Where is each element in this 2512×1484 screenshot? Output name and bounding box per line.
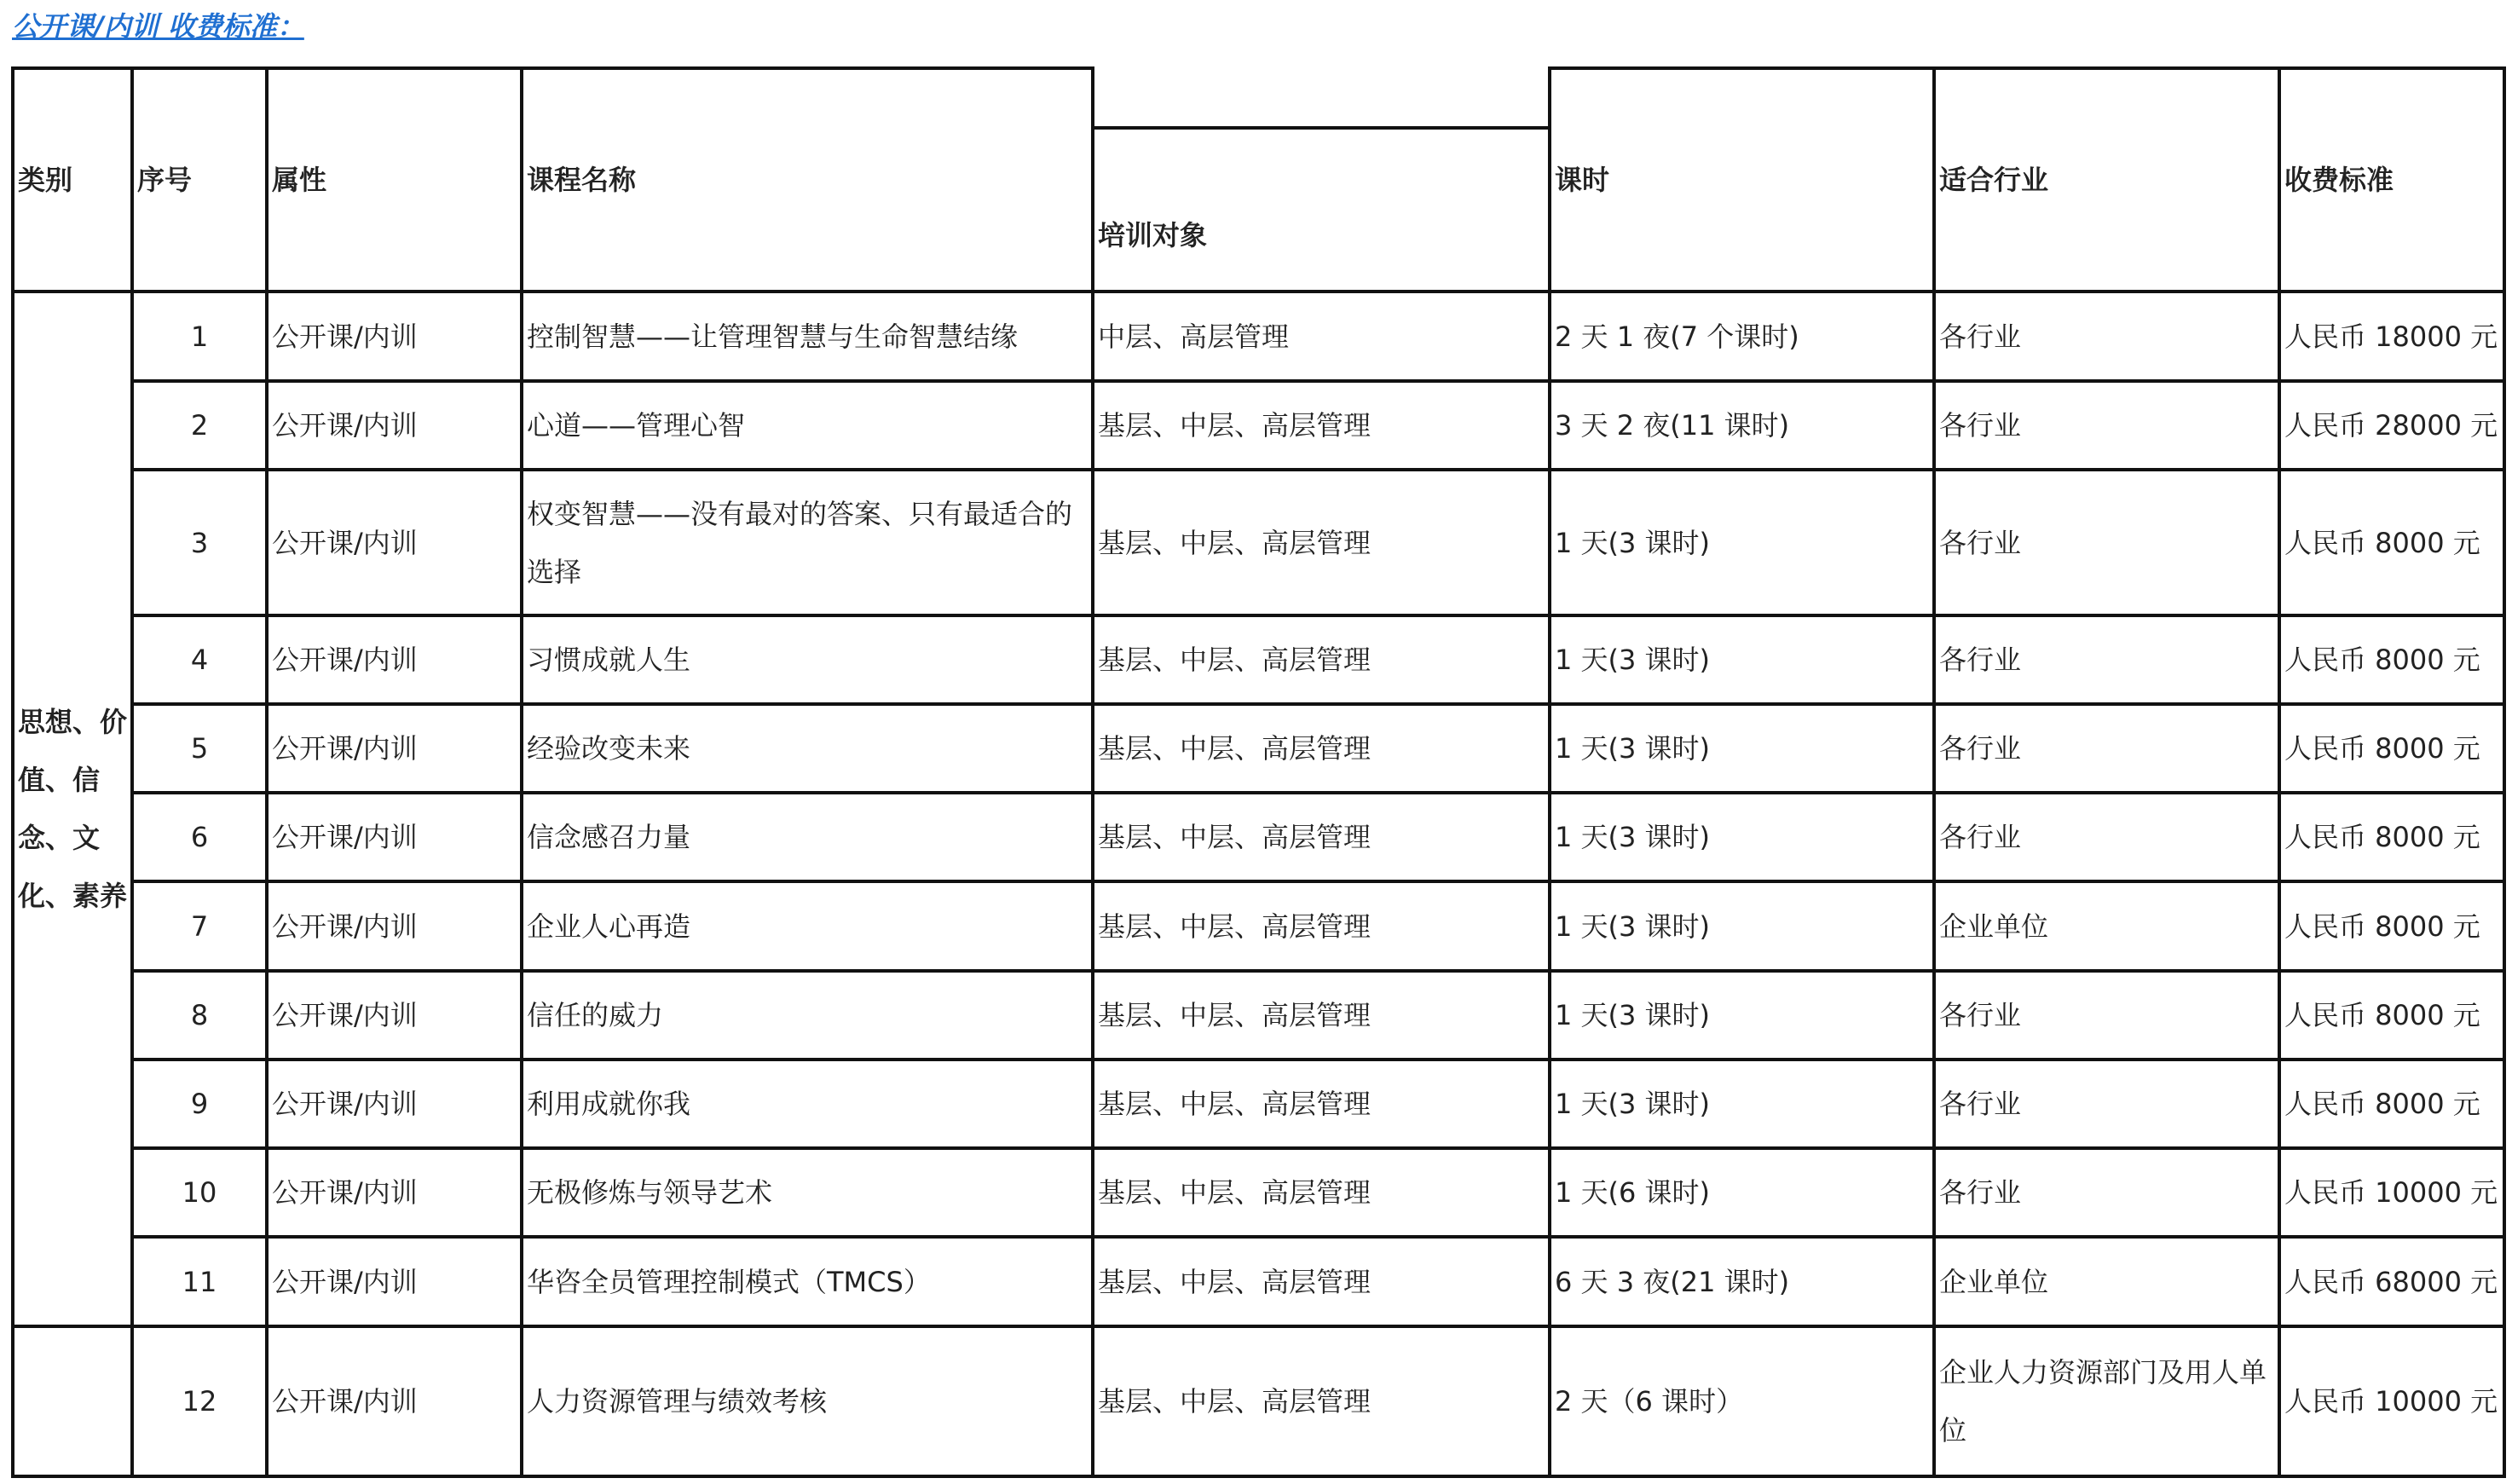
row-industry: 各行业 [1939,320,2022,353]
row-audience: 基层、中层、高层管理 [1098,1265,1371,1298]
row-audience: 基层、中层、高层管理 [1098,999,1371,1031]
row-index: 4 [190,644,209,676]
row-index: 5 [190,732,209,765]
row-index: 7 [190,909,209,943]
row-hours: 1 天(3 课时) [1555,732,1711,765]
row-index: 6 [190,821,209,853]
row-hours: 1 天(3 课时) [1555,1088,1711,1120]
header-hours: 课时 [1555,164,1610,196]
row-course-name: 信任的威力 [527,999,664,1031]
row-hours: 1 天(3 课时) [1555,821,1711,853]
row-attribute: 公开课/内训 [272,732,418,765]
row-industry: 各行业 [1939,409,2022,442]
row-attribute: 公开课/内训 [272,1176,418,1209]
row-hours: 6 天 3 夜(21 课时) [1555,1265,1790,1298]
row-hours: 1 天(3 课时) [1555,999,1711,1031]
row-course-name: 企业人心再造 [527,909,691,943]
row-hours: 1 天(3 课时) [1555,909,1711,943]
row-fee: 人民币 68000 元 [2284,1265,2498,1298]
row-hours: 2 天（6 课时） [1555,1385,1744,1418]
row-index: 9 [190,1088,209,1120]
row-fee: 人民币 10000 元 [2284,1176,2498,1209]
row-industry: 各行业 [1939,1088,2022,1120]
row-fee: 人民币 28000 元 [2284,409,2498,442]
row-industry: 各行业 [1939,644,2022,676]
row-fee: 人民币 8000 元 [2284,1088,2480,1120]
row-audience: 中层、高层管理 [1098,320,1290,353]
row-attribute: 公开课/内训 [272,1088,418,1120]
row-index: 8 [190,999,209,1031]
row-course-name: 心道——管理心智 [527,409,746,442]
row-index: 3 [190,526,209,559]
row-industry: 企业单位 [1939,909,2049,943]
row-audience: 基层、中层、高层管理 [1098,1088,1371,1120]
row-course-name: 权变智慧——没有最对的答案、只有最适合的选择 [527,497,1073,588]
row-course-name: 无极修炼与领导艺术 [527,1176,773,1209]
row-index: 11 [182,1265,217,1298]
row-hours: 1 天(3 课时) [1555,644,1711,676]
row-hours: 1 天(6 课时) [1555,1176,1711,1209]
category-cell: 思想、价值、信念、文化、素养 [18,706,128,912]
row-attribute: 公开课/内训 [272,409,418,442]
row-attribute: 公开课/内训 [272,320,418,353]
row-index: 12 [182,1385,217,1418]
row-industry: 各行业 [1939,732,2022,765]
header-index: 序号 [137,164,193,196]
header-audience: 培训对象 [1098,219,1208,251]
row-attribute: 公开课/内训 [272,999,418,1031]
row-attribute: 公开课/内训 [272,909,418,943]
row-audience: 基层、中层、高层管理 [1098,1176,1371,1209]
row-attribute: 公开课/内训 [272,644,418,676]
row-industry: 企业人力资源部门及用人单位 [1939,1356,2267,1446]
row-fee: 人民币 8000 元 [2284,999,2480,1031]
row-fee: 人民币 18000 元 [2284,320,2498,353]
row-attribute: 公开课/内训 [272,1385,418,1418]
page-title: 公开课/内训 收费标准： [12,10,304,43]
row-course-name: 习惯成就人生 [527,644,691,676]
row-audience: 基层、中层、高层管理 [1098,644,1371,676]
row-fee: 人民币 8000 元 [2284,644,2480,676]
row-industry: 企业单位 [1939,1265,2049,1298]
row-audience: 基层、中层、高层管理 [1098,526,1371,559]
row-course-name: 人力资源管理与绩效考核 [527,1385,828,1418]
row-course-name: 信念感召力量 [527,821,691,853]
row-fee: 人民币 8000 元 [2284,909,2480,943]
row-course-name: 控制智慧——让管理智慧与生命智慧结缘 [527,320,1019,353]
row-fee: 人民币 8000 元 [2284,821,2480,853]
row-course-name: 利用成就你我 [527,1088,691,1120]
row-fee: 人民币 8000 元 [2284,526,2480,559]
row-hours: 1 天(3 课时) [1555,526,1711,559]
row-industry: 各行业 [1939,999,2022,1031]
table-grid-horizontal-line [11,1475,2506,1478]
row-audience: 基层、中层、高层管理 [1098,732,1371,765]
header-fee: 收费标准 [2284,164,2394,196]
row-fee: 人民币 8000 元 [2284,732,2480,765]
row-audience: 基层、中层、高层管理 [1098,409,1371,442]
fee-table [11,66,2506,1478]
row-audience: 基层、中层、高层管理 [1098,1385,1371,1418]
header-industry: 适合行业 [1939,164,2049,196]
row-index: 2 [190,409,209,442]
category-cell-empty [14,1328,130,1475]
row-index: 10 [182,1176,217,1209]
row-attribute: 公开课/内训 [272,526,418,559]
row-course-name: 华咨全员管理控制模式（TMCS） [527,1265,931,1298]
row-industry: 各行业 [1939,526,2022,559]
row-hours: 2 天 1 夜(7 个课时) [1555,320,1799,353]
row-index: 1 [190,320,209,353]
header-course-name: 课程名称 [527,164,637,196]
row-fee: 人民币 10000 元 [2284,1385,2498,1418]
header-attribute: 属性 [272,164,327,196]
row-audience: 基层、中层、高层管理 [1098,821,1371,853]
row-audience: 基层、中层、高层管理 [1098,909,1371,943]
row-attribute: 公开课/内训 [272,821,418,853]
header-category: 类别 [18,164,73,196]
row-course-name: 经验改变未来 [527,732,691,765]
row-industry: 各行业 [1939,1176,2022,1209]
row-industry: 各行业 [1939,821,2022,853]
row-hours: 3 天 2 夜(11 课时) [1555,409,1790,442]
row-attribute: 公开课/内训 [272,1265,418,1298]
